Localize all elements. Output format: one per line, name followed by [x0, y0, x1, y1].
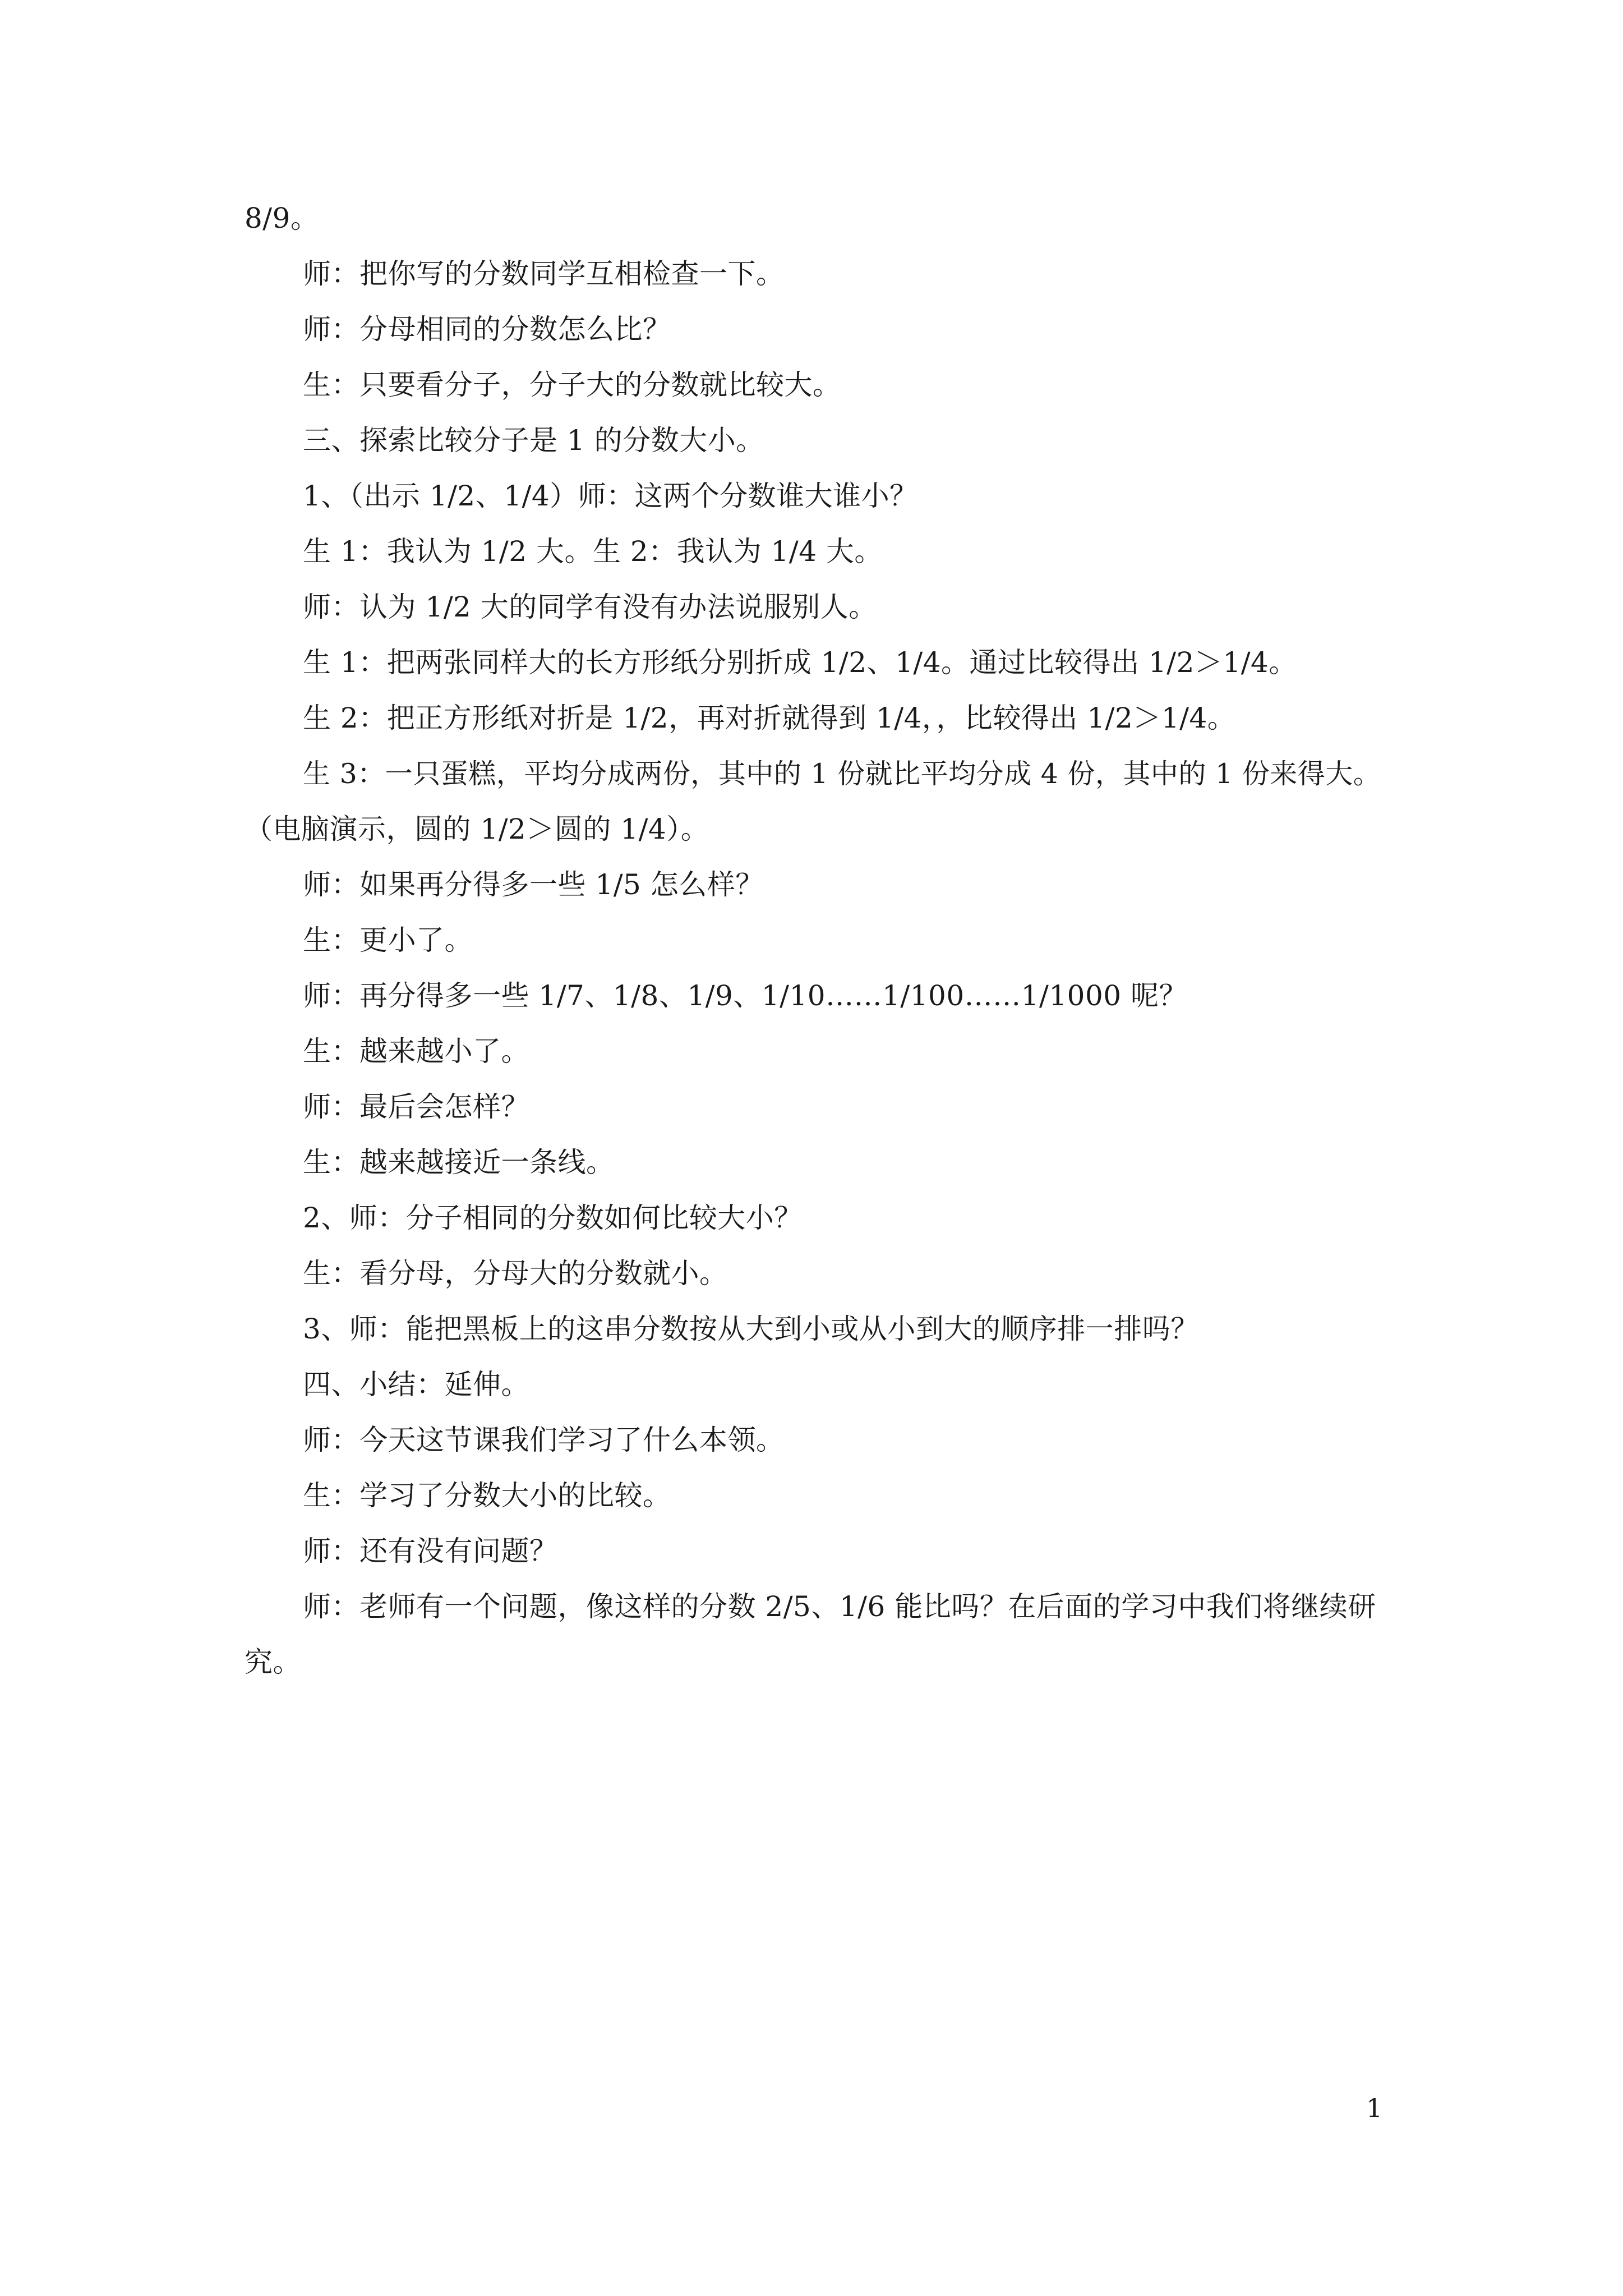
text-line: 师：把你写的分数同学互相检查一下。 — [303, 257, 785, 290]
text-line: 生：学习了分数大小的比较。 — [303, 1479, 671, 1512]
text-line: 生：越来越接近一条线。 — [303, 1146, 615, 1179]
text-line: 生：只要看分子，分子大的分数就比较大。 — [303, 369, 841, 401]
page-number: 1 — [1366, 2093, 1383, 2123]
text-line: 究。 — [245, 1646, 301, 1678]
text-line: 师：今天这节课我们学习了什么本领。 — [303, 1424, 785, 1456]
text-line: 2、师：分子相同的分数如何比较大小？ — [303, 1202, 803, 1234]
text-line: 师：认为 1/2 大的同学有没有办法说服别人。 — [303, 591, 877, 623]
text-line: 师：老师有一个问题，像这样的分数 2/5、1/6 能比吗？在后面的学习中我们将继续研 — [303, 1590, 1376, 1623]
text-line: 师：如果再分得多一些 1/5 怎么样？ — [303, 868, 764, 901]
text-line: 生 3：一只蛋糕，平均分成两份，其中的 1 份就比平均分成 4 份，其中的 1 份来得大。 — [303, 758, 1381, 790]
section-heading: 四、小结：延伸。 — [303, 1368, 529, 1401]
text-line: 生 1：我认为 1/2 大。生 2：我认为 1/4 大。 — [303, 535, 883, 568]
text-line: 师：最后会怎样？ — [303, 1091, 529, 1123]
text-line: 师：还有没有问题？ — [303, 1535, 558, 1567]
text-line: 1、（出示 1/2、1/4）师：这两个分数谁大谁小？ — [303, 480, 918, 512]
text-line: 师：分母相同的分数怎么比？ — [303, 313, 671, 346]
text-line: 生：更小了。 — [303, 924, 473, 956]
section-heading: 三、探索比较分子是 1 的分数大小。 — [303, 424, 764, 457]
text-line: 8/9。 — [245, 202, 319, 234]
text-line: 生 1：把两张同样大的长方形纸分别折成 1/2、1/4。通过比较得出 1/2＞1/4。 — [303, 646, 1297, 679]
document-body — [245, 191, 1389, 1690]
text-line: 生：越来越小了。 — [303, 1035, 529, 1068]
text-line: 生 2：把正方形纸对折是 1/2，再对折就得到 1/4，，比较得出 1/2＞1/4。 — [303, 702, 1236, 734]
text-line: 生：看分母，分母大的分数就小。 — [303, 1257, 728, 1290]
text-line: 3、师：能把黑板上的这串分数按从大到小或从小到大的顺序排一排吗？ — [303, 1313, 1199, 1345]
text-line: （电脑演示，圆的 1/2＞圆的 1/4）。 — [245, 813, 709, 845]
text-line: 师：再分得多一些 1/7、1/8、1/9、1/10……1/100……1/1000 呢？ — [303, 979, 1187, 1012]
